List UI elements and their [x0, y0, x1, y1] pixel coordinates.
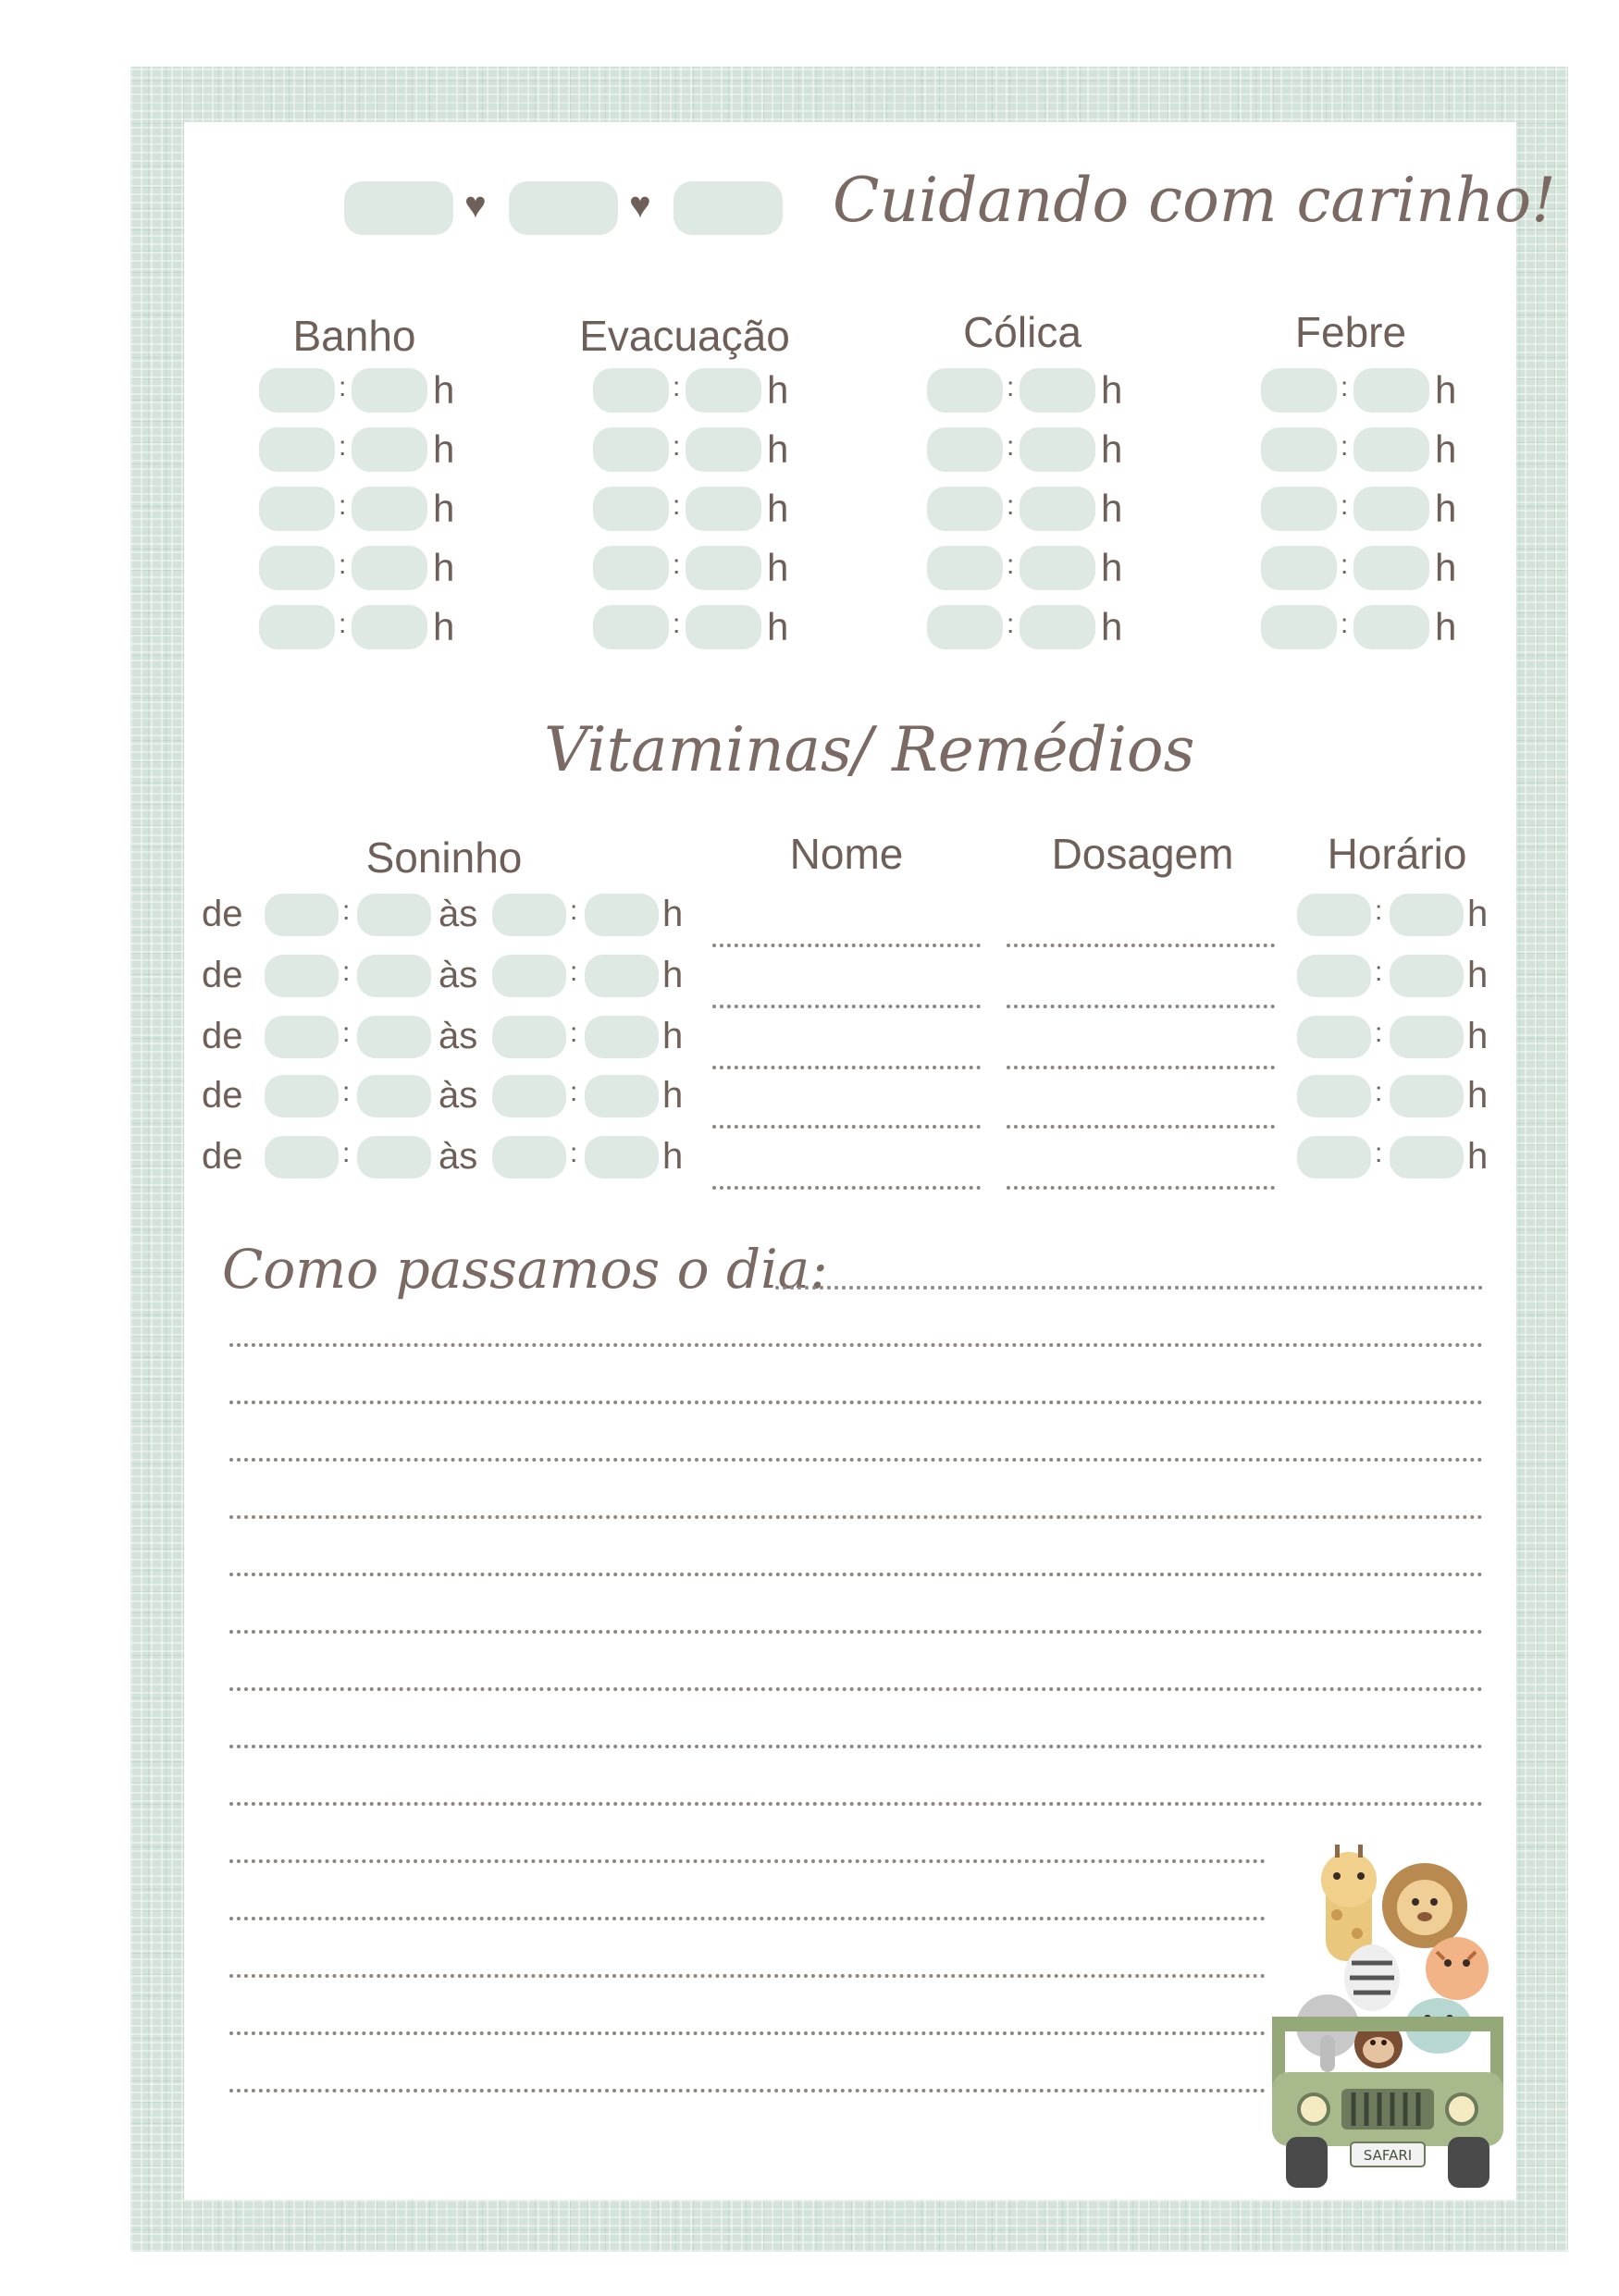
- time-separator: :: [1341, 549, 1349, 580]
- medicine-name-line[interactable]: [712, 1066, 981, 1069]
- tiger-icon: [1426, 1937, 1489, 2000]
- medicine-dosage-line[interactable]: [1007, 1125, 1275, 1129]
- colica-hour-field[interactable]: [927, 368, 1003, 413]
- time-separator: :: [1007, 609, 1015, 639]
- to-label: às: [439, 894, 478, 934]
- jeep-plate: SAFARI: [1363, 2147, 1413, 2164]
- evacuacao-minute-field[interactable]: [686, 368, 761, 413]
- febre-hour-field[interactable]: [1261, 427, 1337, 472]
- sleep-end-minute-field[interactable]: [585, 894, 659, 936]
- time-separator: :: [570, 1018, 578, 1048]
- colica-minute-field[interactable]: [1020, 546, 1095, 590]
- febre-minute-field[interactable]: [1353, 368, 1429, 413]
- banho-minute-field[interactable]: [352, 427, 427, 472]
- to-label: às: [439, 1136, 478, 1177]
- medicine-name-line[interactable]: [712, 944, 981, 947]
- sleep-start-minute-field[interactable]: [357, 894, 431, 936]
- time-separator: :: [342, 1077, 351, 1107]
- notes-line[interactable]: [229, 1802, 1483, 1806]
- hour-unit: h: [767, 546, 789, 589]
- hour-unit: h: [1101, 427, 1123, 471]
- to-label: às: [439, 1016, 478, 1056]
- sleep-end-minute-field[interactable]: [585, 1136, 659, 1179]
- sleep-start-minute-field[interactable]: [357, 1016, 431, 1058]
- notes-line[interactable]: [229, 1458, 1483, 1462]
- hour-unit: h: [767, 427, 789, 471]
- hour-unit: h: [433, 427, 455, 471]
- from-label: de: [202, 1136, 243, 1177]
- banho-hour-field[interactable]: [259, 427, 335, 472]
- hour-unit: h: [1435, 427, 1457, 471]
- evacuacao-hour-field[interactable]: [593, 546, 669, 590]
- colica-header: Cólica: [963, 308, 1081, 356]
- sleep-start-hour-field[interactable]: [265, 1016, 339, 1058]
- nome-header: Nome: [789, 830, 904, 878]
- time-separator: :: [1007, 490, 1015, 521]
- colica-hour-field[interactable]: [927, 487, 1003, 531]
- evacuacao-hour-field[interactable]: [593, 605, 669, 649]
- hour-unit: h: [662, 1075, 684, 1116]
- hour-unit: h: [1435, 368, 1457, 412]
- hour-unit: h: [433, 605, 455, 648]
- febre-hour-field[interactable]: [1261, 605, 1337, 649]
- notes-line[interactable]: [229, 1974, 1266, 1978]
- hour-unit: h: [1435, 487, 1457, 530]
- evacuacao-header: Evacuação: [579, 312, 790, 360]
- time-separator: :: [1375, 1077, 1383, 1107]
- colica-hour-field[interactable]: [927, 427, 1003, 472]
- notes-line[interactable]: [229, 1917, 1266, 1920]
- evacuacao-minute-field[interactable]: [686, 605, 761, 649]
- notes-line[interactable]: [229, 2031, 1266, 2035]
- hour-unit: h: [1467, 1075, 1489, 1116]
- febre-minute-field[interactable]: [1353, 427, 1429, 472]
- hour-unit: h: [767, 487, 789, 530]
- notes-line[interactable]: [229, 1343, 1483, 1347]
- to-label: às: [439, 1075, 478, 1116]
- medicine-dosage-line[interactable]: [1007, 944, 1275, 947]
- soninho-header: Soninho: [365, 833, 523, 882]
- colica-hour-field[interactable]: [927, 546, 1003, 590]
- evacuacao-minute-field[interactable]: [686, 546, 761, 590]
- elephant-icon: [1296, 1994, 1359, 2072]
- time-separator: :: [1375, 957, 1383, 987]
- hour-unit: h: [662, 1016, 684, 1056]
- banho-hour-field[interactable]: [259, 546, 335, 590]
- febre-hour-field[interactable]: [1261, 546, 1337, 590]
- time-separator: :: [342, 1138, 351, 1168]
- zebra-icon: [1344, 1944, 1400, 2011]
- hour-unit: h: [1467, 955, 1489, 995]
- time-separator: :: [1007, 372, 1015, 402]
- hour-unit: h: [1101, 368, 1123, 412]
- banho-hour-field[interactable]: [259, 368, 335, 413]
- sleep-end-hour-field[interactable]: [492, 1136, 566, 1179]
- notes-line[interactable]: [775, 1286, 1483, 1290]
- time-separator: :: [673, 609, 681, 639]
- febre-minute-field[interactable]: [1353, 487, 1429, 531]
- sleep-end-hour-field[interactable]: [492, 894, 566, 936]
- sleep-end-hour-field[interactable]: [492, 1016, 566, 1058]
- medicine-hour-field[interactable]: [1297, 1136, 1371, 1179]
- notes-line[interactable]: [229, 1745, 1483, 1748]
- medicine-minute-field[interactable]: [1390, 955, 1464, 997]
- febre-header: Febre: [1294, 308, 1407, 356]
- febre-minute-field[interactable]: [1353, 605, 1429, 649]
- colica-minute-field[interactable]: [1020, 368, 1095, 413]
- medicine-hour-field[interactable]: [1297, 1016, 1371, 1058]
- hour-unit: h: [1467, 1136, 1489, 1177]
- banho-minute-field[interactable]: [352, 605, 427, 649]
- time-separator: :: [339, 372, 347, 402]
- medicine-dosage-line[interactable]: [1007, 1005, 1275, 1008]
- notes-line[interactable]: [229, 1859, 1266, 1863]
- notes-line[interactable]: [229, 1401, 1483, 1404]
- banho-header: Banho: [292, 312, 416, 360]
- time-separator: :: [1341, 431, 1349, 462]
- medicine-dosage-line[interactable]: [1007, 1186, 1275, 1190]
- lion-icon: [1382, 1863, 1467, 1948]
- notes-title: Como passamos o dia:: [222, 1238, 828, 1301]
- time-separator: :: [342, 957, 351, 987]
- medicine-minute-field[interactable]: [1390, 1075, 1464, 1117]
- medicine-hour-field[interactable]: [1297, 894, 1371, 936]
- from-label: de: [202, 1075, 243, 1116]
- time-separator: :: [342, 895, 351, 926]
- febre-hour-field[interactable]: [1261, 368, 1337, 413]
- sleep-start-minute-field[interactable]: [357, 1136, 431, 1179]
- time-separator: :: [1341, 609, 1349, 639]
- time-separator: :: [673, 431, 681, 462]
- medicine-minute-field[interactable]: [1390, 894, 1464, 936]
- notes-line[interactable]: [229, 1573, 1483, 1576]
- sleep-end-minute-field[interactable]: [585, 1016, 659, 1058]
- medicine-name-line[interactable]: [712, 1125, 981, 1129]
- giraffe-icon: [1321, 1845, 1377, 1961]
- time-separator: :: [570, 1138, 578, 1168]
- sleep-start-minute-field[interactable]: [357, 1075, 431, 1117]
- colica-hour-field[interactable]: [927, 605, 1003, 649]
- time-separator: :: [339, 609, 347, 639]
- banho-hour-field[interactable]: [259, 605, 335, 649]
- banho-minute-field[interactable]: [352, 546, 427, 590]
- medicine-hour-field[interactable]: [1297, 1075, 1371, 1117]
- hour-unit: h: [1435, 546, 1457, 589]
- sleep-start-hour-field[interactable]: [265, 955, 339, 997]
- hour-unit: h: [662, 955, 684, 995]
- time-separator: :: [1007, 431, 1015, 462]
- time-separator: :: [1375, 1138, 1383, 1168]
- dosagem-header: Dosagem: [1051, 830, 1234, 878]
- safari-jeep-illustration: [1263, 1841, 1513, 2192]
- banho-hour-field[interactable]: [259, 487, 335, 531]
- time-separator: :: [570, 1077, 578, 1107]
- time-separator: :: [570, 957, 578, 987]
- evacuacao-hour-field[interactable]: [593, 427, 669, 472]
- time-separator: :: [673, 490, 681, 521]
- hour-unit: h: [433, 368, 455, 412]
- evacuacao-minute-field[interactable]: [686, 487, 761, 531]
- hour-unit: h: [1435, 605, 1457, 648]
- time-separator: :: [339, 549, 347, 580]
- heart-icon: ♥: [464, 185, 487, 226]
- date-year-field[interactable]: [674, 181, 783, 235]
- time-separator: :: [339, 431, 347, 462]
- banho-minute-field[interactable]: [352, 368, 427, 413]
- sleep-end-hour-field[interactable]: [492, 1075, 566, 1117]
- sleep-start-hour-field[interactable]: [265, 894, 339, 936]
- date-month-field[interactable]: [509, 181, 618, 235]
- hour-unit: h: [1467, 1016, 1489, 1056]
- colica-minute-field[interactable]: [1020, 487, 1095, 531]
- time-separator: :: [1375, 895, 1383, 926]
- hour-unit: h: [1101, 605, 1123, 648]
- time-separator: :: [570, 895, 578, 926]
- to-label: às: [439, 955, 478, 995]
- time-separator: :: [1341, 490, 1349, 521]
- notes-line[interactable]: [229, 1687, 1483, 1691]
- sleep-end-minute-field[interactable]: [585, 955, 659, 997]
- time-separator: :: [1007, 549, 1015, 580]
- vitaminas-title: Vitaminas/ Remédios: [544, 714, 1195, 785]
- hour-unit: h: [1101, 487, 1123, 530]
- medicine-minute-field[interactable]: [1390, 1016, 1464, 1058]
- time-separator: :: [673, 549, 681, 580]
- from-label: de: [202, 894, 243, 934]
- hour-unit: h: [1101, 546, 1123, 589]
- time-separator: :: [342, 1018, 351, 1048]
- hour-unit: h: [767, 368, 789, 412]
- time-separator: :: [673, 372, 681, 402]
- medicine-hour-field[interactable]: [1297, 955, 1371, 997]
- sleep-start-minute-field[interactable]: [357, 955, 431, 997]
- medicine-dosage-line[interactable]: [1007, 1066, 1275, 1069]
- medicine-name-line[interactable]: [712, 1005, 981, 1008]
- time-separator: :: [339, 490, 347, 521]
- medicine-name-line[interactable]: [712, 1186, 981, 1190]
- febre-hour-field[interactable]: [1261, 487, 1337, 531]
- evacuacao-hour-field[interactable]: [593, 368, 669, 413]
- colica-minute-field[interactable]: [1020, 427, 1095, 472]
- hour-unit: h: [1467, 894, 1489, 934]
- horario-header: Horário: [1327, 830, 1467, 878]
- time-separator: :: [1341, 372, 1349, 402]
- banho-minute-field[interactable]: [352, 487, 427, 531]
- sleep-start-hour-field[interactable]: [265, 1075, 339, 1117]
- evacuacao-minute-field[interactable]: [686, 427, 761, 472]
- date-day-field[interactable]: [344, 181, 453, 235]
- time-separator: :: [1375, 1018, 1383, 1048]
- sleep-end-hour-field[interactable]: [492, 955, 566, 997]
- notes-line[interactable]: [229, 1515, 1483, 1519]
- from-label: de: [202, 1016, 243, 1056]
- hour-unit: h: [662, 894, 684, 934]
- evacuacao-hour-field[interactable]: [593, 487, 669, 531]
- hour-unit: h: [433, 546, 455, 589]
- hour-unit: h: [662, 1136, 684, 1177]
- sleep-start-hour-field[interactable]: [265, 1136, 339, 1179]
- from-label: de: [202, 955, 243, 995]
- colica-minute-field[interactable]: [1020, 605, 1095, 649]
- medicine-minute-field[interactable]: [1390, 1136, 1464, 1179]
- hour-unit: h: [433, 487, 455, 530]
- heart-icon: ♥: [629, 185, 651, 226]
- hour-unit: h: [767, 605, 789, 648]
- febre-minute-field[interactable]: [1353, 546, 1429, 590]
- notes-line[interactable]: [229, 2089, 1266, 2092]
- notes-line[interactable]: [229, 1630, 1483, 1634]
- page-title: Cuidando com carinho!: [833, 165, 1556, 236]
- sleep-end-minute-field[interactable]: [585, 1075, 659, 1117]
